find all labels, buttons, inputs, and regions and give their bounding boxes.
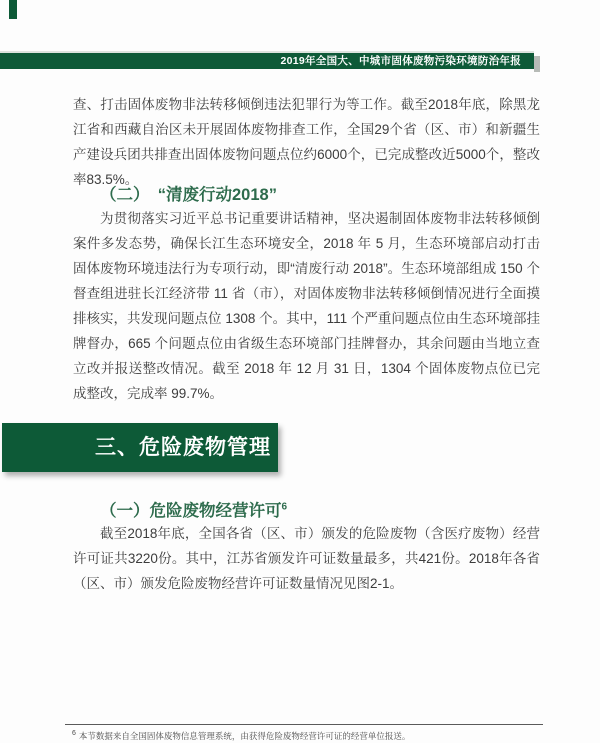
footnote (72, 727, 542, 743)
subsection-heading-qingfei: （二） “清废行动2018” (100, 186, 277, 204)
footnote-text: 本节数据来自全国固体废物信息管理系统，由获得危险废物经营许可证的经营单位报送。 (78, 730, 411, 741)
paragraph-continuation: 查、打击固体废物非法转移倾倒违法犯罪行为等工作。截至2018年底，除黑龙江省和西藏自治区未开展固体废物排查工作，全国29个省（区、市）和新疆生产建设兵团共排查出固体废物问题点位约6000个，已完成整改近5000个，整改率83.5%。 (73, 97, 540, 187)
banner-title: 2019年全国大、中城市固体废物污染环境防治年报 (280, 55, 521, 67)
paragraph-qingfei-action: 为贯彻落实习近平总书记重要讲话精神，坚决遏制固体废物非法转移倾倒案件多发态势，确保长江生态环境安全，2018 年 5 月，生态环境部启动打击固体废物环境违法行为专项行动，即“清废行动 2018”。生态环境部组成 150 个督查组进驻长江经济带 11 省（市），对固体废物非法转移倾倒情况进行全面摸排核实，共发现问题点位 1308 个。其中，111 个严重问题点位由生态环境部挂牌督办，665 个问题点位由省级生态环境部门挂牌督办，其余问题由当地立查立改并报送整改情况。截至 2018 年 12 月 31 日，1304 个固体废物点位已完成整改，完成率 99.7%。 (73, 211, 540, 401)
page-corner-tab (9, 0, 17, 19)
subsection-heading-label: （一）危险废物经营许可 (100, 502, 282, 520)
footnote-divider (65, 724, 543, 725)
section-title: 三、危险废物管理 (95, 436, 271, 459)
footnote-marker: 6 (72, 730, 76, 737)
footnote-ref-superscript: 6 (281, 501, 288, 513)
subsection-heading-permit (100, 497, 287, 521)
header-banner (0, 53, 534, 69)
section-title-box (2, 423, 278, 472)
paragraph-permit: 截至2018年底，全国各省（区、市）颁发的危险废物（含医疗废物）经营许可证共3220份。其中，江苏省颁发许可证数量最多，共421份。2018年各省（区、市）颁发危险废物经营许可证数量情况见图2-1。 (73, 526, 540, 591)
